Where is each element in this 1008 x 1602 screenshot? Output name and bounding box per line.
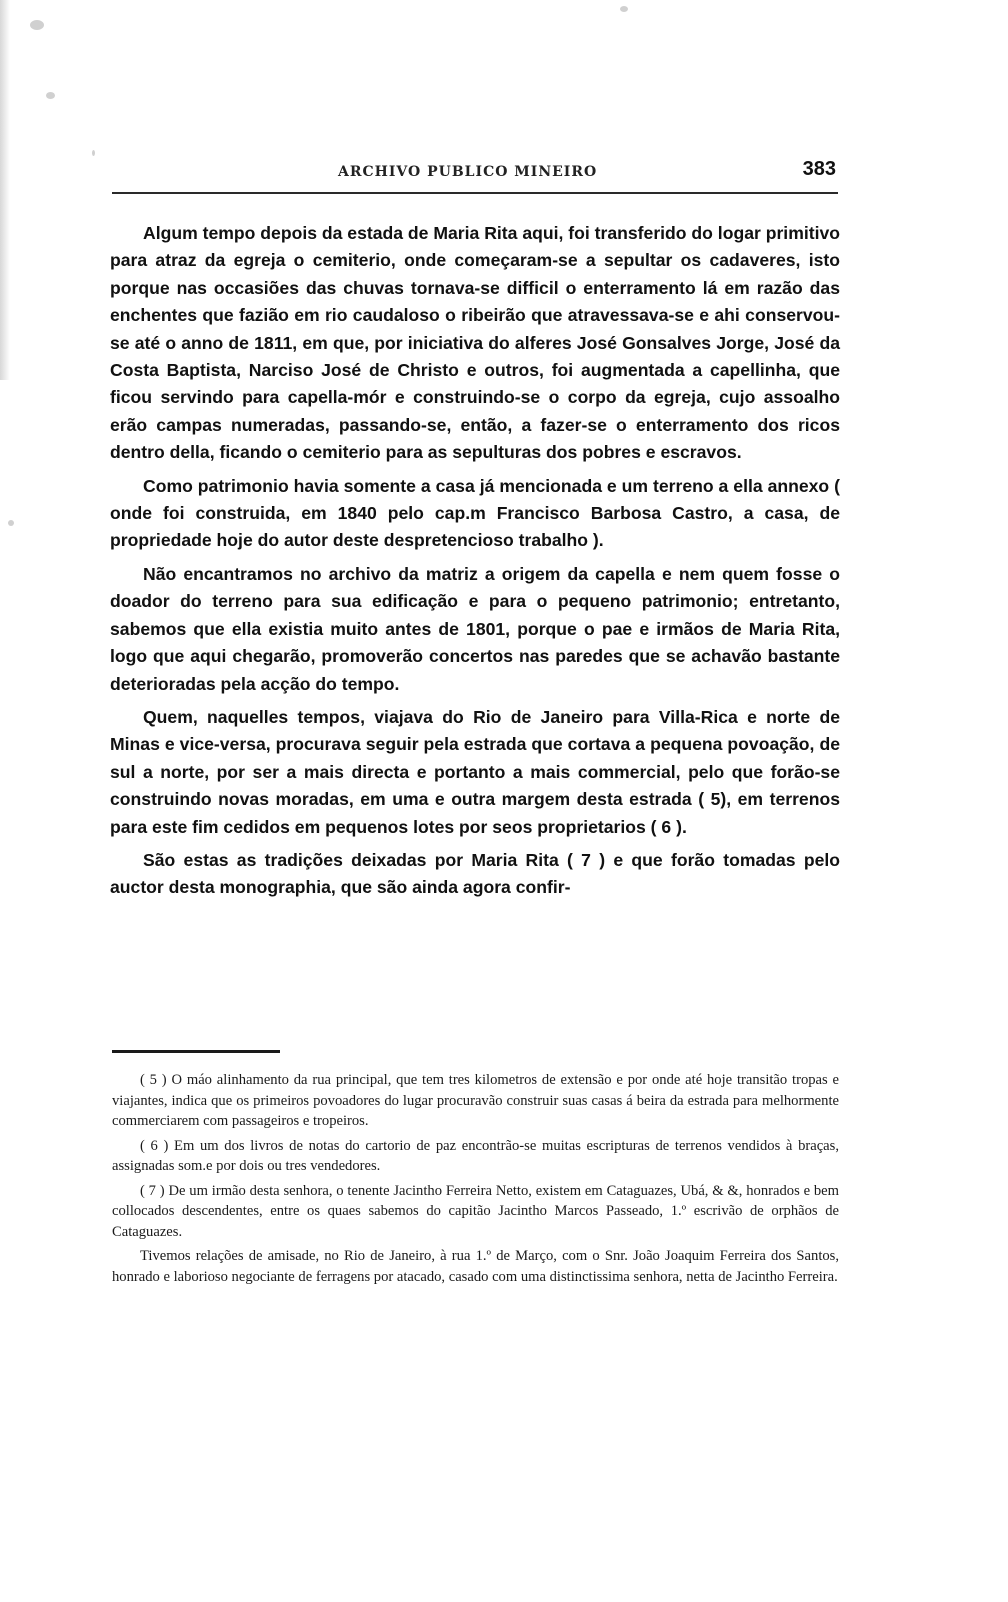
footnote: Tivemos relações de amisade, no Rio de Janeiro, à rua 1.º de Março, com o Snr. João Joaquim Ferreira dos Santos, honrado e laborioso negociante de ferragens por atacado, casado com uma distinctissima senhora, netta de Jacintho Ferreira. xyxy=(112,1248,839,1285)
footnote: ( 5 ) O máo alinhamento da rua principal, que tem tres kilometros de extensão e por onde até hoje transitão tropas e viajantes, indica que os primeiros povoadores do lugar procuravão construir suas casas á beira da estrada para melhormente commerciarem com passageiros e tropeiros. xyxy=(112,1072,839,1129)
scan-speck xyxy=(8,520,14,526)
page-number: 383 xyxy=(802,158,836,180)
running-title: ARCHIVO PUBLICO MINEIRO xyxy=(338,164,598,180)
paragraph: Quem, naquelles tempos, viajava do Rio de Janeiro para Villa-Rica e norte de Minas e vice-versa, procurava seguir pela estrada que cortava a pequena povoação, de sul a norte, por ser a mais directa e portanto a mais commercial, pelo que forão-se construindo novas moradas, em uma e outra margem desta estrada ( 5), em terrenos para este fim cedidos em pequenos lotes por seos proprietarios ( 6 ). xyxy=(110,706,840,837)
scan-speck xyxy=(46,92,55,99)
header-rule xyxy=(112,192,838,194)
paragraph: São estas as tradições deixadas por Maria Rita ( 7 ) e que forão tomadas pelo auctor desta monographia, que são ainda agora confir- xyxy=(110,849,840,898)
paragraph: Algum tempo depois da estada de Maria Rita aqui, foi transferido do logar primitivo para atraz da egreja o cemiterio, onde começaram-se a sepultar os cadaveres, isto porque nas occasiões das chuvas tornava-se difficil o enterramento lá em razão das enchentes que fazião em rio caudaloso o ribeirão que atravessava-se e ahi conservou-se até o anno de 1811, em que, por iniciativa do alferes José Gonsalves Jorge, José da Costa Baptista, Narciso José de Christo e outros, foi augmentada a capellinha, que ficou servindo para capella-mór e construindo-se o corpo da egreja, cujo assoalho erão campas numeradas, passando-se, então, a fazer-se o enterramento dos ricos dentro della, ficando o cemiterio para as sepulturas dos pobres e escravos. xyxy=(110,223,841,463)
scan-edge-shadow xyxy=(0,0,10,380)
scan-speck xyxy=(92,150,95,156)
footnote-rule xyxy=(112,1050,280,1053)
paragraph: Não encantramos no archivo da matriz a origem da capella e nem quem fosse o doador do terreno para sua edificação e para o pequeno patrimonio; entretanto, sabemos que ella existia muito antes de 1801, porque o pae e irmãos de Maria Rita, logo que aqui chegarão, promoverão concertos nas paredes que se achavão bastante deterioradas pela acção do tempo. xyxy=(110,563,840,694)
body-text xyxy=(110,220,840,908)
running-header xyxy=(112,158,838,188)
paragraph: Como patrimonio havia somente a casa já mencionada e um terreno a ella annexo ( onde foi construida, em 1840 pelo cap.m Francisco Barbosa Castro, a casa, de propriedade hoje do autor deste despretencioso trabalho ). xyxy=(110,475,840,551)
footnote: ( 7 ) De um irmão desta senhora, o tenente Jacintho Ferreira Netto, existem em Cataguazes, Ubá, & &, honrados e bem collocados descendentes, entre os quaes sabemos do capitão Jacintho Marcos Passeado, 1.º escrivão de orphãos de Cataguazes. xyxy=(112,1182,839,1240)
footnote: ( 6 ) Em um dos livros de notas do cartorio de paz encontrão-se muitas escripturas de terrenos vendidos à braças, assignadas som.e por dois ou tres vendedores. xyxy=(112,1137,839,1174)
footnotes xyxy=(112,1070,839,1291)
scan-speck xyxy=(30,20,44,30)
scan-speck xyxy=(620,6,628,12)
